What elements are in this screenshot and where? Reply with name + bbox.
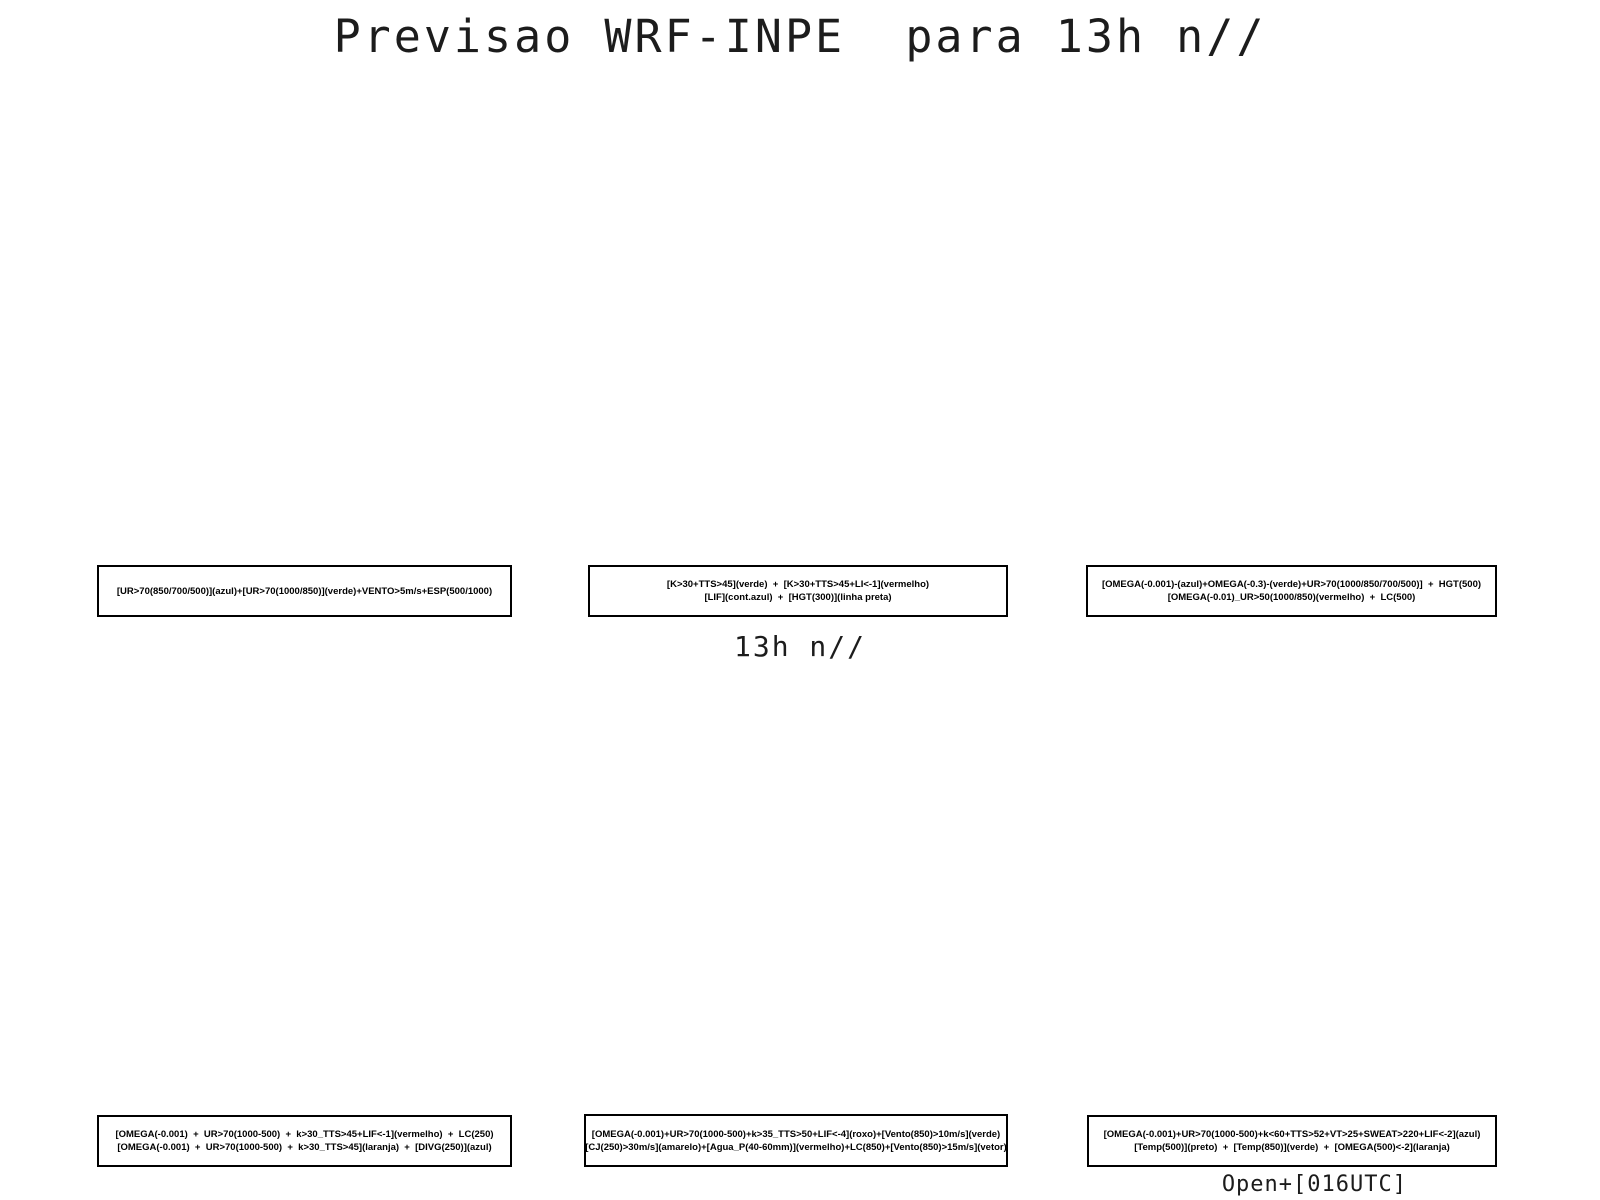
caption-line: [CJ(250)>30m/s](amarelo)+[Agua_P(40-60mm)](vermelho)+LC(850)+[Vento(850)>15m/s](vetor) xyxy=(585,1141,1007,1153)
caption-box-top-center xyxy=(588,565,1008,617)
caption-line: [OMEGA(-0.001) + UR>70(1000-500) + k>30_TTS>45+LIF<-1](vermelho) + LC(250) xyxy=(115,1129,494,1140)
center-time-label: 13h n// xyxy=(733,630,866,663)
caption-line: [LIF](cont.azul) + [HGT(300)](linha preta) xyxy=(704,592,892,603)
caption-box-top-right xyxy=(1086,565,1497,617)
caption-box-bottom-left xyxy=(97,1115,512,1167)
caption-line: [K>30+TTS>45](verde) + [K>30+TTS>45+LI<-1](vermelho) xyxy=(666,579,930,590)
caption-line: [OMEGA(-0.001)+UR>70(1000-500)+k<60+TTS>52+VT>25+SWEAT>220+LIF<-2](azul) xyxy=(1103,1129,1481,1140)
caption-line: [UR>70(850/700/500)](azul)+[UR>70(1000/850)](verde)+VENTO>5m/s+ESP(500/1000) xyxy=(116,585,493,597)
caption-box-bottom-right xyxy=(1087,1115,1497,1167)
caption-line: [OMEGA(-0.001)-(azul)+OMEGA(-0.3)-(verde)+UR>70(1000/850/700/500)] + HGT(500) xyxy=(1101,579,1482,590)
caption-line: [OMEGA(-0.01)_UR>50(1000/850)(vermelho) + LC(500) xyxy=(1167,592,1416,603)
page-title: Previsao WRF-INPE para 13h n// xyxy=(333,10,1267,63)
caption-box-bottom-center xyxy=(584,1114,1008,1167)
caption-box-top-left xyxy=(97,565,512,617)
caption-line: [Temp(500)](preto) + [Temp(850)](verde) + [OMEGA(500)<-2](laranja) xyxy=(1134,1142,1450,1153)
caption-line: [OMEGA(-0.001) + UR>70(1000-500) + k>30_TTS>45](laranja) + [DIVG(250)](azul) xyxy=(117,1142,492,1153)
footer-run-label: Open+[016UTC] xyxy=(1221,1172,1407,1197)
caption-line: [OMEGA(-0.001)+UR>70(1000-500)+k>35_TTS>50+LIF<-4](roxo)+[Vento(850)>10m/s](verde) xyxy=(591,1128,1001,1140)
